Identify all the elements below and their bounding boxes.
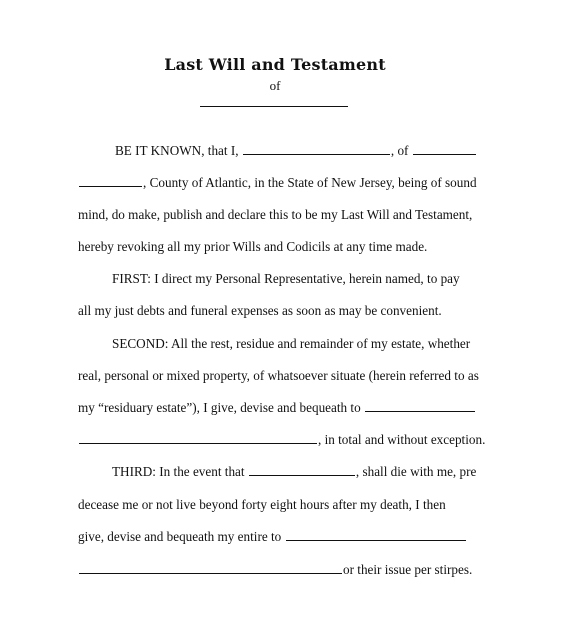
city-blank-2: [79, 176, 142, 187]
name-blank: [243, 144, 390, 155]
event-blank: [249, 465, 355, 476]
text-line: hereby revoking all my prior Wills and Codicils at any time made.: [78, 239, 428, 254]
text-line: FIRST: I direct my Personal Representative, herein named, to pay: [112, 271, 460, 286]
text-line: give, devise and bequeath my entire to: [78, 529, 558, 545]
text-line: SECOND: All the rest, residue and remainder of my estate, whether: [112, 336, 471, 351]
text-line: BE IT KNOWN, that I, , of: [115, 143, 585, 159]
of-label: of: [269, 78, 281, 93]
text-line: , in total and without exception.: [78, 432, 558, 448]
bequest-blank-2: [79, 563, 342, 574]
beneficiary-blank-2: [79, 433, 317, 444]
text-line: or their issue per stirpes.: [78, 562, 558, 578]
beneficiary-blank: [365, 401, 475, 412]
city-blank: [413, 144, 476, 155]
testator-name-blank: [200, 96, 348, 107]
text-line: all my just debts and funeral expenses as soon as may be convenient.: [78, 303, 442, 318]
text-line: my “residuary estate”), I give, devise and bequeath to: [78, 400, 558, 416]
text-line: THIRD: In the event that , shall die with me, pre: [112, 464, 477, 479]
text-line: , County of Atlantic, in the State of New Jersey, being of sound: [78, 175, 558, 191]
document-title: Last Will and Testament: [164, 55, 386, 74]
bequest-blank: [286, 530, 466, 541]
text-line: decease me or not live beyond forty eight hours after my death, I then: [78, 497, 446, 512]
text-line: mind, do make, publish and declare this to be my Last Will and Testament,: [78, 207, 473, 222]
text-line: real, personal or mixed property, of whatsoever situate (herein referred to as: [78, 368, 479, 383]
